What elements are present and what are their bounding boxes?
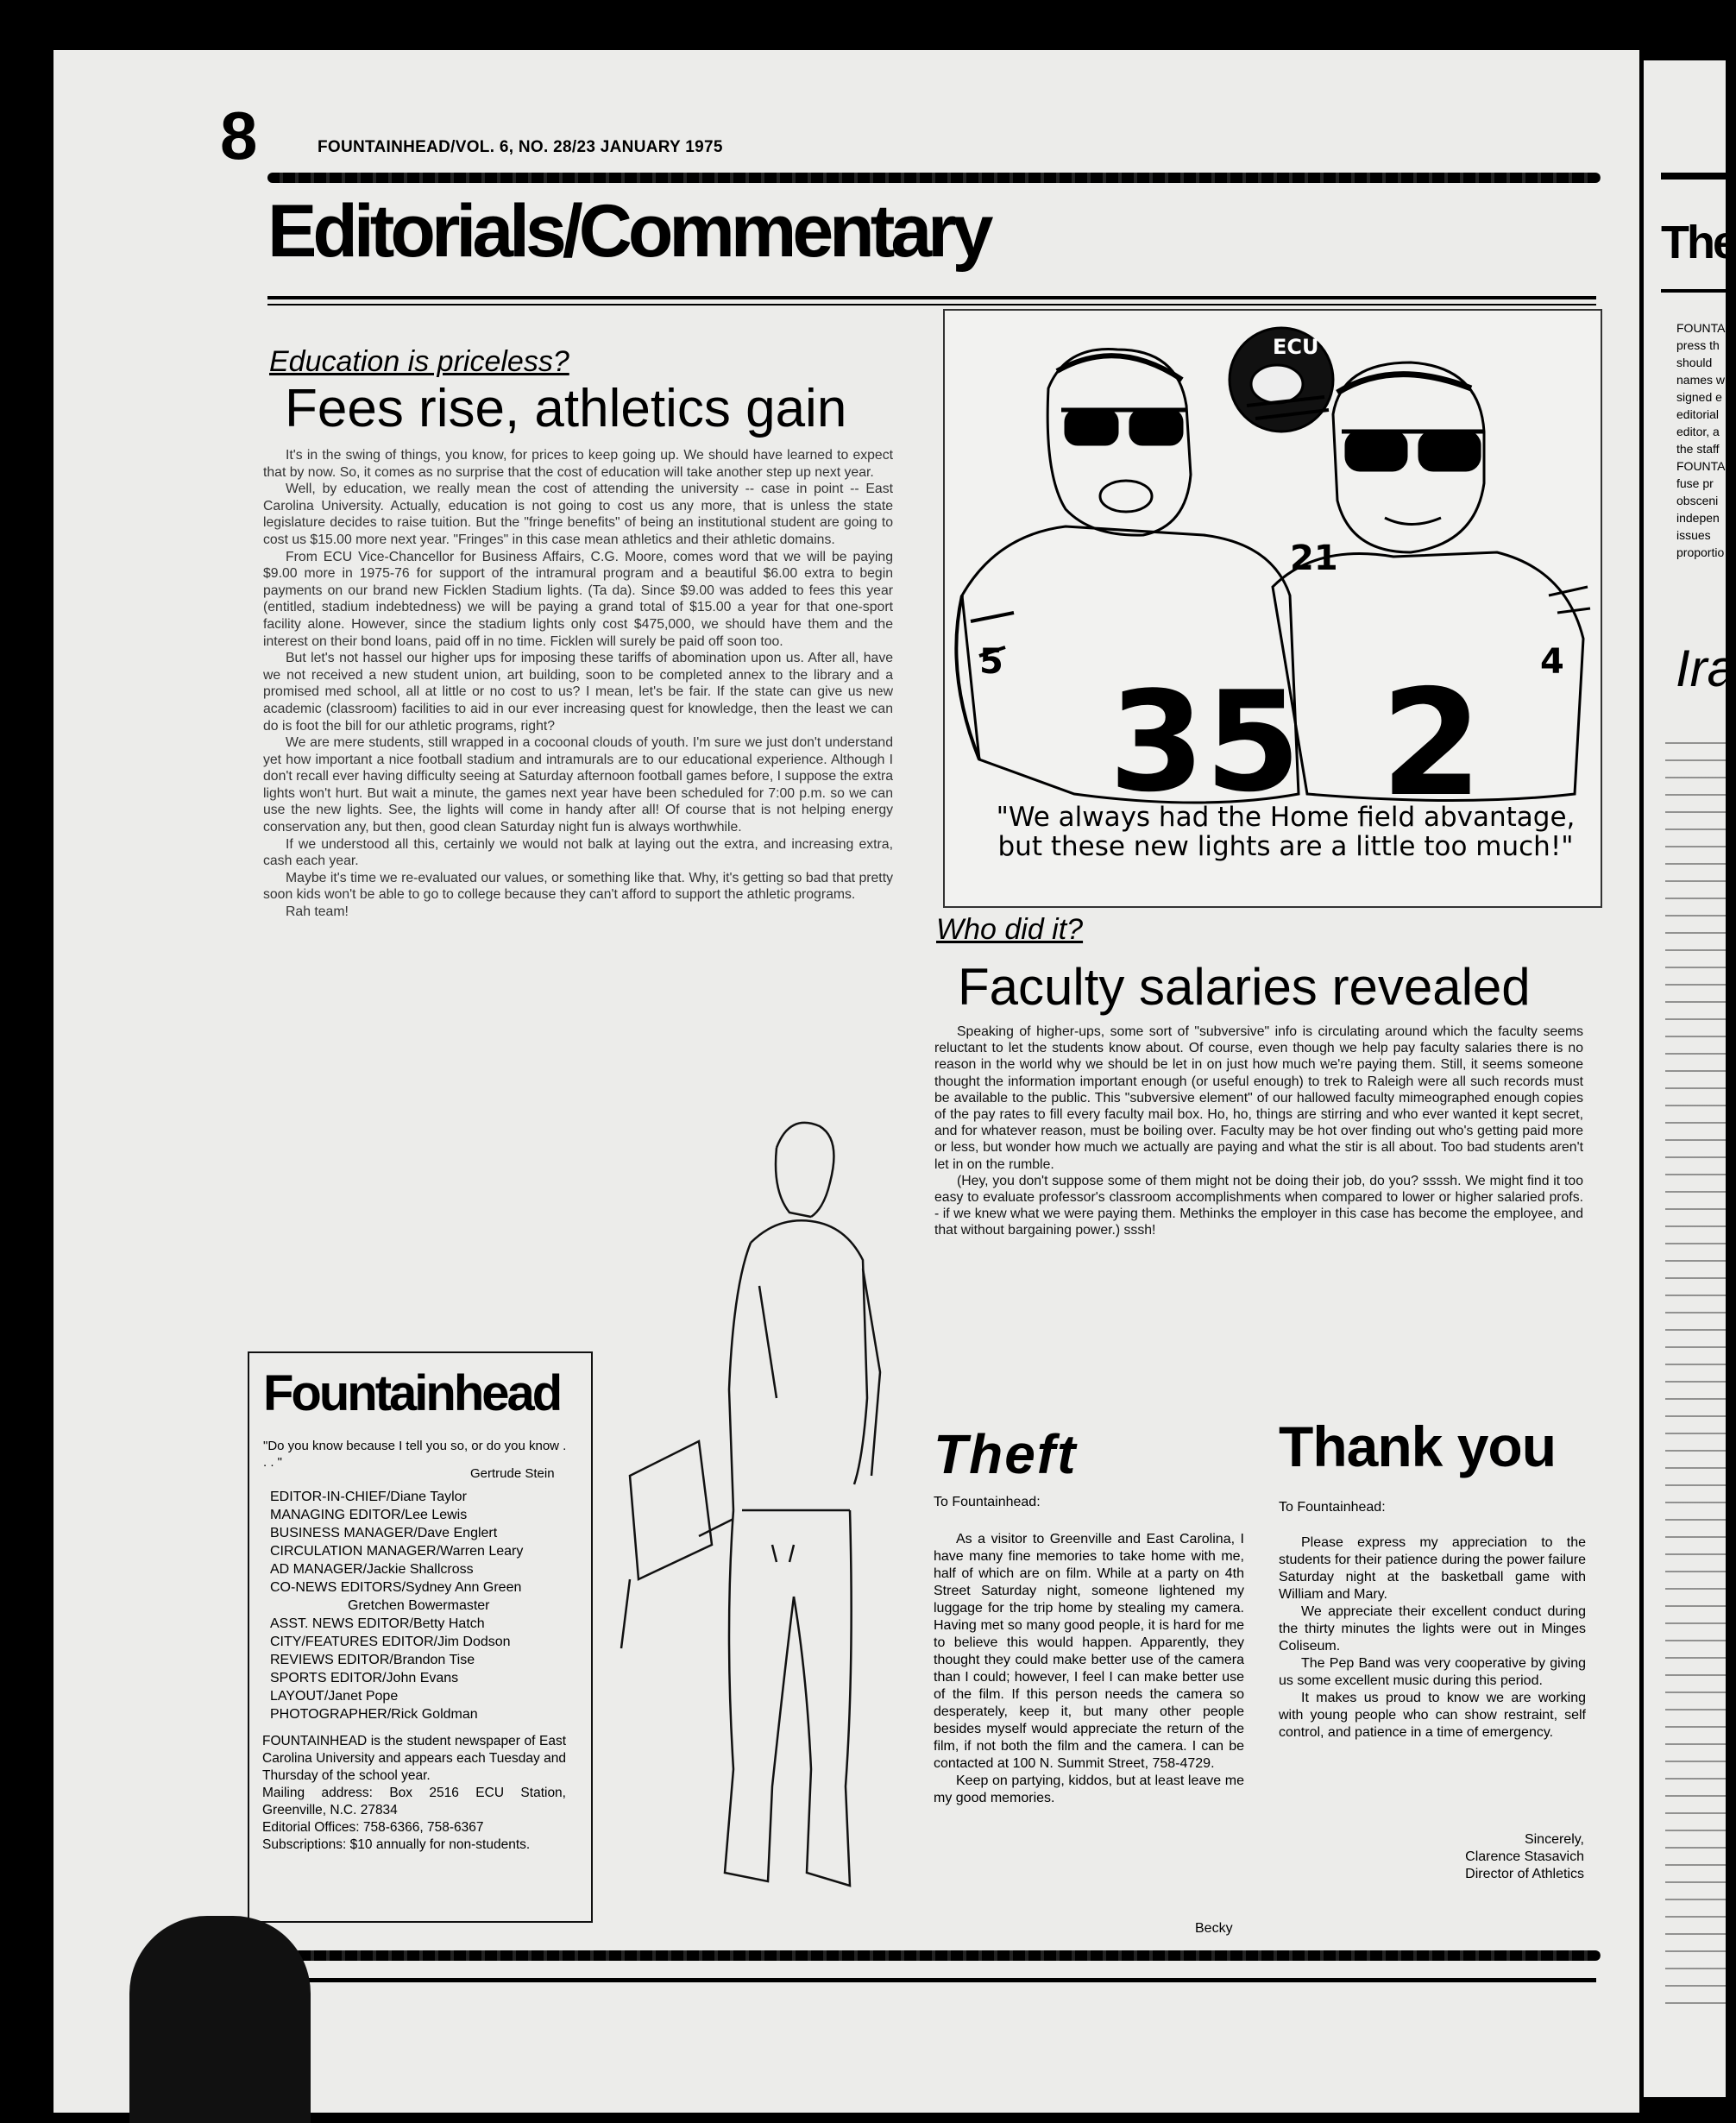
theft-paragraph: As a visitor to Greenville and East Carolina, I have many fine memories to take home with me, half of which are on film. While at a party on 4th Street Saturday night, someone lightened my luggage for the trip home by stealing my camera. Having met so many good people, it is hard for me to believe this would happen. Apparently, they thought they could make better use of the camera than I could; however, I feel I can make better use of the film. If this person needs the camera so desperately, keep it, but many other people besides myself would appreciate the return of the film, if not both the film and the camera. I can be contacted at 100 N. Summit Street, 758-4729. [934, 1532, 1244, 1771]
editorial2-paragraph: (Hey, you don't suppose some of them might not be doing their job, do you? ssssh. We might find it too easy to evaluate professor's classroom accomplishments when compared to lower or higher salaried profs. - if we knew what we were paying them. Methinks the employer in this case has become the employee, and that without bargaining power.) sssh! [934, 1173, 1583, 1238]
sleeve-number-right: 4 [1540, 642, 1564, 682]
adjacent-line: names w [1676, 373, 1726, 387]
adjacent-page-text [1676, 319, 1728, 561]
thank-you-closing: Sincerely, [1524, 1832, 1584, 1847]
staff-line: EDITOR-IN-CHIEF/Diane Taylor [270, 1490, 467, 1504]
masthead-title: Fountainhead [263, 1365, 561, 1421]
editorial2-body [934, 1024, 1583, 1239]
top-wavy-rule [267, 173, 1601, 183]
thank-you-title: Thank you [1279, 1414, 1557, 1478]
editorial2-kicker: Who did it? [936, 913, 1084, 946]
masthead-quote-author: Gertrude Stein [470, 1466, 555, 1481]
adjacent-headline: Ira [1676, 639, 1736, 697]
editorial1-paragraph: Rah team! [286, 904, 349, 920]
adjacent-line: FOUNTA [1676, 459, 1726, 473]
masthead-description-block [262, 1733, 566, 1854]
back-number: 21 [1290, 539, 1338, 578]
bottom-rule [267, 1978, 1596, 1982]
helmet-label: ECU [1273, 335, 1319, 359]
adjacent-line: fuse pr [1676, 476, 1714, 490]
staff-line: CO-NEWS EDITORS/Sydney Ann Green [270, 1580, 522, 1595]
adjacent-wavy-rule [1661, 173, 1726, 180]
staff-line: LAYOUT/Janet Pope [270, 1689, 399, 1704]
thank-you-paragraph: We appreciate their excellent conduct during the thirty minutes the lights were out in Minges Coliseum. [1279, 1604, 1586, 1654]
page-number: 8 [220, 98, 258, 173]
editorial1-paragraph: We are mere students, still wrapped in a cocoonal clouds of youth. I'm sure we just don't understand yet how important a nice football stadium and intramurals are to our educational experience. Although I don't recall ever having difficulty seeing at Saturday afternoon football games before, I suppose the extra lights won't hurt. But wait a minute, the games next year have been scheduled for 7:00 p.m. so we can use the new lights. See, the lights will come in handy after all! Of course that is not helping energy conservation any, but then, good clean Saturday night fun is always worthwhile. [263, 735, 893, 835]
adjacent-line: proportio [1676, 545, 1725, 559]
thank-you-paragraph: It makes us proud to know we are working with young people who can show restraint, self control, and patience in a time of emergency. [1279, 1691, 1586, 1740]
section-rule-thin [267, 304, 1596, 306]
editorial1-paragraph: Well, by education, we really mean the cost of attending the university -- case in point -- East Carolina University. Actually, education is not going to cost us any more, that is unless the state legislature decides to raise tuition. But the "fringe benefits" of being an institutional student are going to cost us $15.00 more next year. "Fringes" in this case mean athletics and their athletic domains. [263, 482, 893, 547]
section-title: Editorials/Commentary [267, 190, 990, 273]
section-rule-thick [267, 296, 1596, 299]
adjacent-line: issues [1676, 528, 1711, 542]
thank-you-paragraph: Please express my appreciation to the students for their patience during the power failure Saturday night at the basketball game with William and Mary. [1279, 1535, 1586, 1602]
editorial2-paragraph: Speaking of higher-ups, some sort of "subversive" info is circulating around which the faculty seems reluctant to let the students know about. Of course, even though we help pay faculty salaries there is no reason in the world why we should be let in on just how much we're paying them. Still, it seems someone thought the information important enough (or useful enough) to trek to Raleigh were all such records must be available to the public. This "subversive element" of our hallowed faculty mimeographed enough copies of the pay rates to fill every faculty mail box. Ho, ho, things are stirring and who ever wanted it kept secret, and for whatever reason, must be boiling over. Faculty may be hot over finding out who's getting paid more or less, but wonder how much we actually are paying and what the stir is all about. Too bad students aren't let in on the rumble. [934, 1024, 1583, 1172]
thank-you-name: Clarence Stasavich [1465, 1849, 1584, 1864]
adjacent-line: editor, a [1676, 425, 1720, 438]
editorial1-headline: Fees rise, athletics gain [285, 379, 847, 438]
adjacent-line: should [1676, 356, 1713, 369]
adjacent-rule [1661, 289, 1726, 293]
masthead-mailing: Mailing address: Box 2516 ECU Station, Greenville, N.C. 27834 [262, 1786, 566, 1817]
staff-line: ASST. NEWS EDITOR/Betty Hatch [270, 1616, 485, 1631]
thank-you-salutation: To Fountainhead: [1279, 1500, 1386, 1515]
staff-line: PHOTOGRAPHER/Rick Goldman [270, 1707, 478, 1722]
editorial1-paragraph: It's in the swing of things, you know, for prices to keep going up. We should have learned to expect that by now. So, it comes as no surprise that the cost of education will take another step up next year. [263, 448, 893, 480]
editorial1-paragraph: From ECU Vice-Chancellor for Business Affairs, C.G. Moore, comes word that we will be paying $9.00 more in 1975-76 for support of the intramural program and a beautiful $6.00 extra to begin payments on our brand new Ficklen Stadium lights. (Ta da). Since $9.00 was added to fees this year (entitled, stadium indebtedness) we will be paying a grand total of $15.00 a year for that one-sport facility alone. However, since the stadium lights only cost $475,000, we should have them and the interest on their bond loans, paid off in no time. Ficklen will surely be paid off soon too. [263, 549, 893, 649]
adjacent-line: editorial [1676, 407, 1720, 421]
theft-paragraph: Keep on partying, kiddos, but at least leave me my good memories. [934, 1773, 1244, 1805]
thank-you-paragraph: The Pep Band was very cooperative by giving us some excellent music during this period. [1279, 1656, 1586, 1688]
thumb-shadow [129, 1916, 311, 2123]
editorial1-paragraph: If we understood all this, certainly we would not balk at laying out the extra, and increasing extra, cash each year. [263, 836, 893, 869]
thank-you-body [1279, 1534, 1586, 1742]
staff-line: CITY/FEATURES EDITOR/Jim Dodson [270, 1635, 511, 1649]
masthead-offices: Editorial Offices: 758-6366, 758-6367 [262, 1820, 484, 1835]
theft-title: Theft [934, 1423, 1078, 1485]
theft-signature: Becky [1195, 1921, 1233, 1936]
thank-you-role: Director of Athletics [1465, 1867, 1584, 1881]
staff-list [270, 1488, 581, 1723]
jersey-number-right: 2 [1381, 658, 1483, 829]
editorial2-headline: Faculty salaries revealed [958, 958, 1531, 1016]
adjacent-line: the staff [1676, 442, 1720, 456]
masthead-quote: "Do you know because I tell you so, or do you know . . . " [263, 1439, 567, 1470]
masthead-description: FOUNTAINHEAD is the student newspaper of East Carolina University and appears each Tuesday and Thursday of the school year. [262, 1734, 566, 1783]
folio-line: FOUNTAINHEAD/VOL. 6, NO. 28/23 JANUARY 1975 [318, 138, 723, 156]
adjacent-line: signed e [1676, 390, 1722, 404]
cartoon-caption: "We always had the Home field abvantage, but these new lights are a little too much!" [996, 802, 1576, 862]
jersey-number-left: 35 [1109, 661, 1301, 822]
adjacent-line: obsceni [1676, 494, 1719, 507]
adjacent-page-title: The [1661, 217, 1736, 268]
staff-line: CIRCULATION MANAGER/Warren Leary [270, 1544, 524, 1559]
staff-line: Gretchen Bowermaster [348, 1598, 490, 1613]
staff-line: AD MANAGER/Jackie Shallcross [270, 1562, 474, 1577]
editorial1-paragraph: But let's not hassel our higher ups for imposing these tariffs of abomination upon us. After all, have we not received a new student union, art building, soon to be completed annex to the library and a promised med school, all at little or no cost to us? I mean, let's be fair. If the state can give us new academic (classroom) facilities to aid in our ever increasing quest for knowledge, then the least we can do is foot the bill for our athletic programs, right? [263, 651, 893, 734]
thank-you-signoff [1389, 1831, 1584, 1883]
editorial1-body [263, 447, 893, 921]
theft-salutation: To Fountainhead: [934, 1495, 1041, 1509]
staff-line: REVIEWS EDITOR/Brandon Tise [270, 1653, 475, 1667]
staff-line: BUSINESS MANAGER/Dave Englert [270, 1526, 498, 1540]
editorial1-paragraph: Maybe it's time we re-evaluated our values, or something like that. Why, it's getting so bad that pretty soon kids won't be able to go to college because they can't afford to support the athletic programs. [263, 870, 893, 903]
sleeve-number-left: 5 [979, 642, 1003, 682]
adjacent-line: indepen [1676, 511, 1720, 525]
bottom-wavy-rule [267, 1950, 1601, 1961]
staff-line: SPORTS EDITOR/John Evans [270, 1671, 459, 1685]
editorial1-kicker: Education is priceless? [269, 345, 569, 378]
masthead-subscriptions: Subscriptions: $10 annually for non-students. [262, 1837, 531, 1852]
adjacent-column-text [1665, 742, 1726, 2019]
adjacent-line: FOUNTA [1676, 321, 1726, 335]
theft-body [934, 1531, 1244, 1807]
standing-figure-sketch [604, 1113, 897, 1907]
staff-line: MANAGING EDITOR/Lee Lewis [270, 1508, 468, 1522]
adjacent-line: press th [1676, 338, 1720, 352]
